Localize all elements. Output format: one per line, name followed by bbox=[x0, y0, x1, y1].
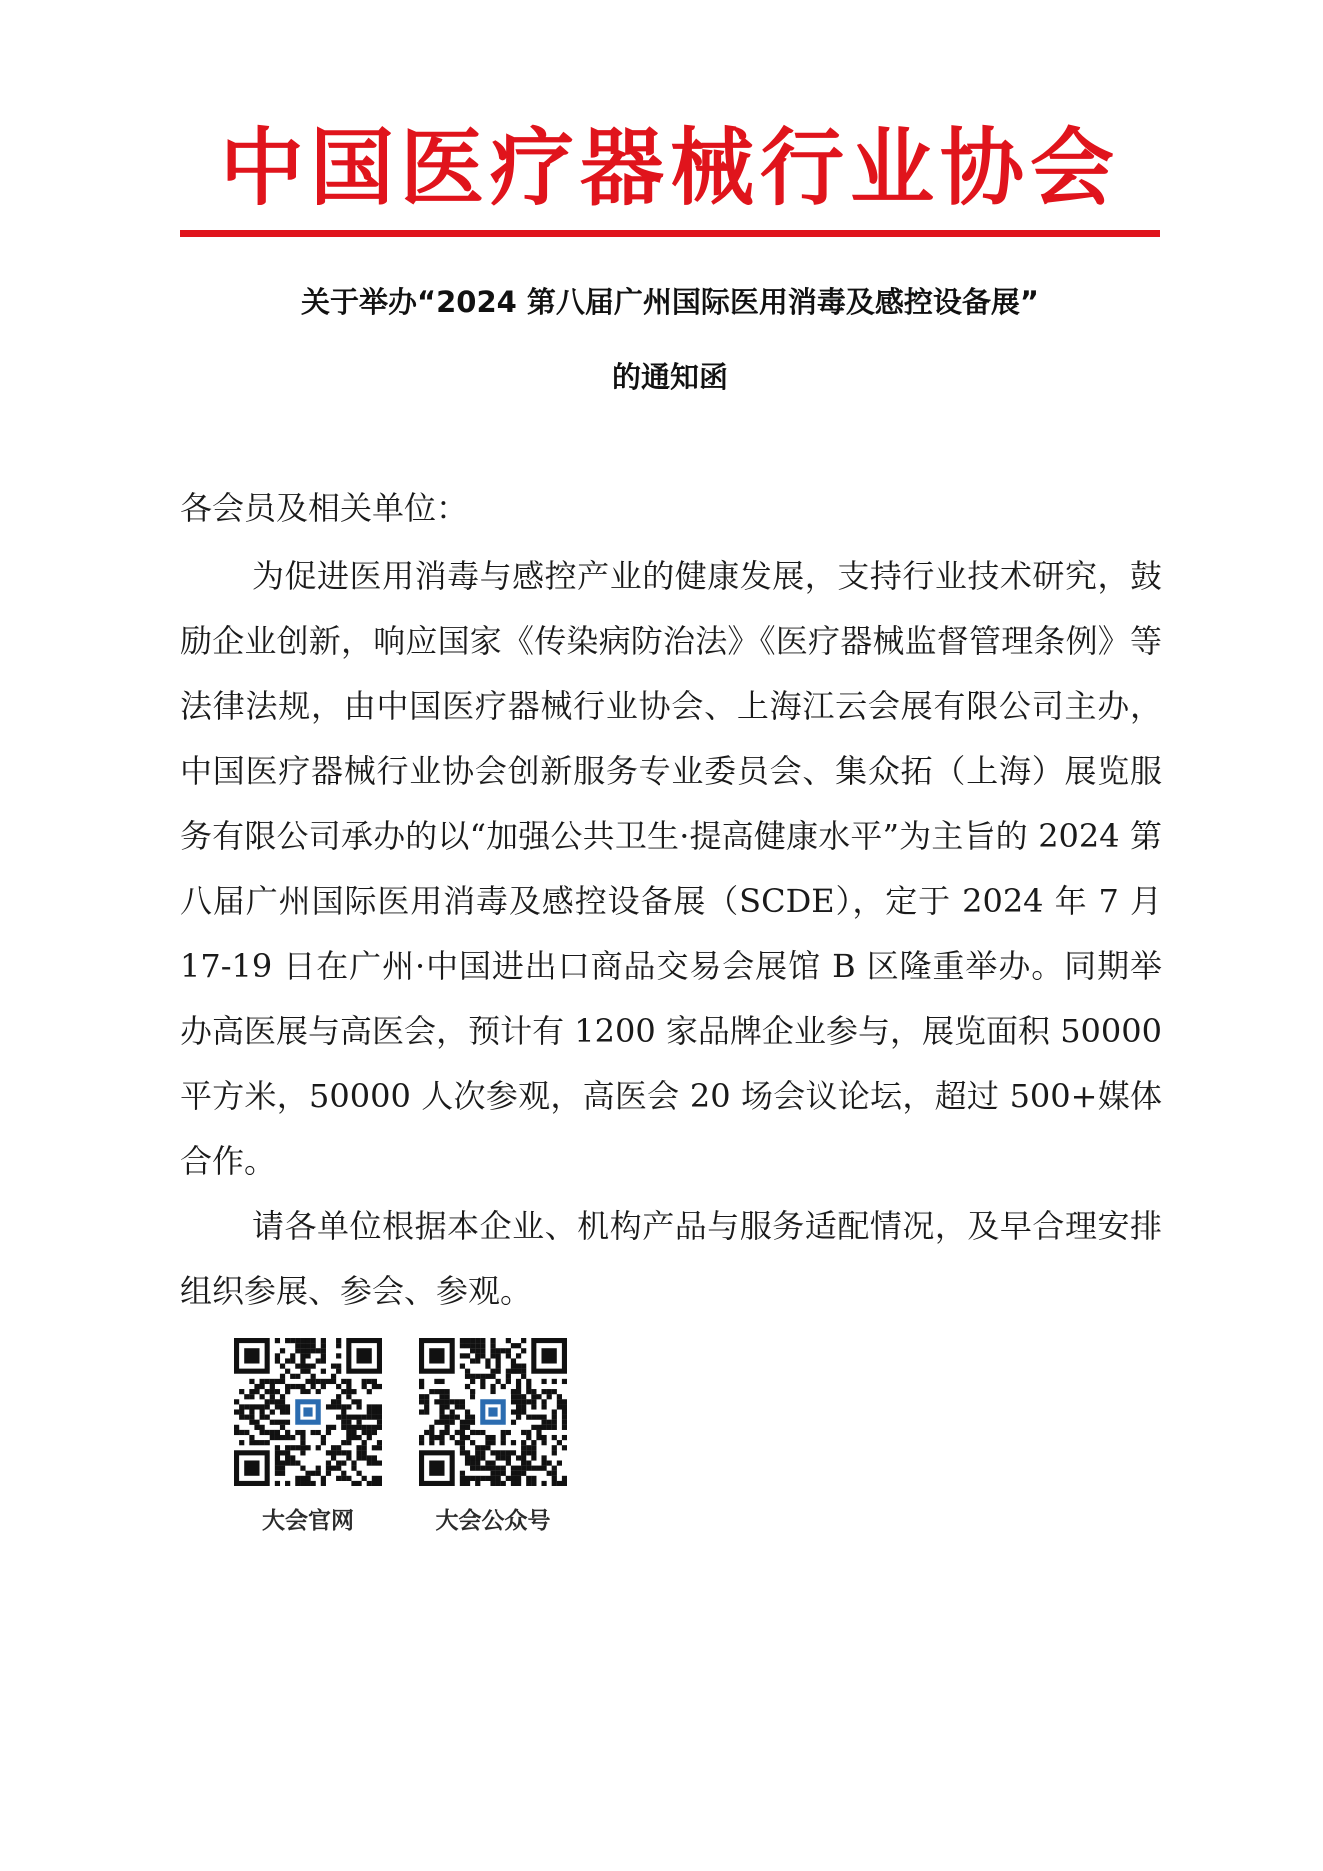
body-paragraph-1: 为促进医用消毒与感控产业的健康发展，支持行业技术研究，鼓励企业创新，响应国家《传染病防治法》《医疗器械监督管理条例》等法律法规，由中国医疗器械行业协会、上海江云会展有限公司主办，中国医疗器械行业协会创新服务专业委员会、集众拓（上海）展览服务有限公司承办的以“加强公共卫生·提高健康水平”为主旨的 2024 第八届广州国际医用消毒及感控设备展（SCDE），定于 2024 年 7 月 17-19 日在广州·中国进出口商品交易会展馆 B 区隆重举办。同期举办高医展与高医会，预计有 1200 家品牌企业参与，展览面积 50000 平方米，50000 人次参观，高医会 20 场会议论坛，超过 500+媒体合作。 bbox=[180, 557, 1162, 1180]
letterhead-divider bbox=[180, 230, 1160, 237]
notice-title-line-1: 关于举办“2024 第八届广州国际医用消毒及感控设备展” bbox=[301, 285, 1039, 319]
qr-wechat-account[interactable] bbox=[419, 1338, 571, 1535]
qr-official-site[interactable] bbox=[234, 1338, 386, 1535]
letterhead-title: 中国医疗器械行业协会 bbox=[219, 119, 1120, 217]
notice-title-line-2: 的通知函 bbox=[611, 360, 728, 394]
qr-code-icon[interactable] bbox=[234, 1338, 382, 1486]
qr-caption-wechat-account: 大会公众号 bbox=[435, 1508, 551, 1534]
qr-caption-official-site: 大会官网 bbox=[262, 1508, 354, 1534]
salutation: 各会员及相关单位： bbox=[180, 489, 469, 527]
qr-code-icon[interactable] bbox=[419, 1338, 567, 1486]
body-paragraph-2: 请各单位根据本企业、机构产品与服务适配情况，及早合理安排组织参展、参会、参观。 bbox=[180, 1207, 1162, 1310]
